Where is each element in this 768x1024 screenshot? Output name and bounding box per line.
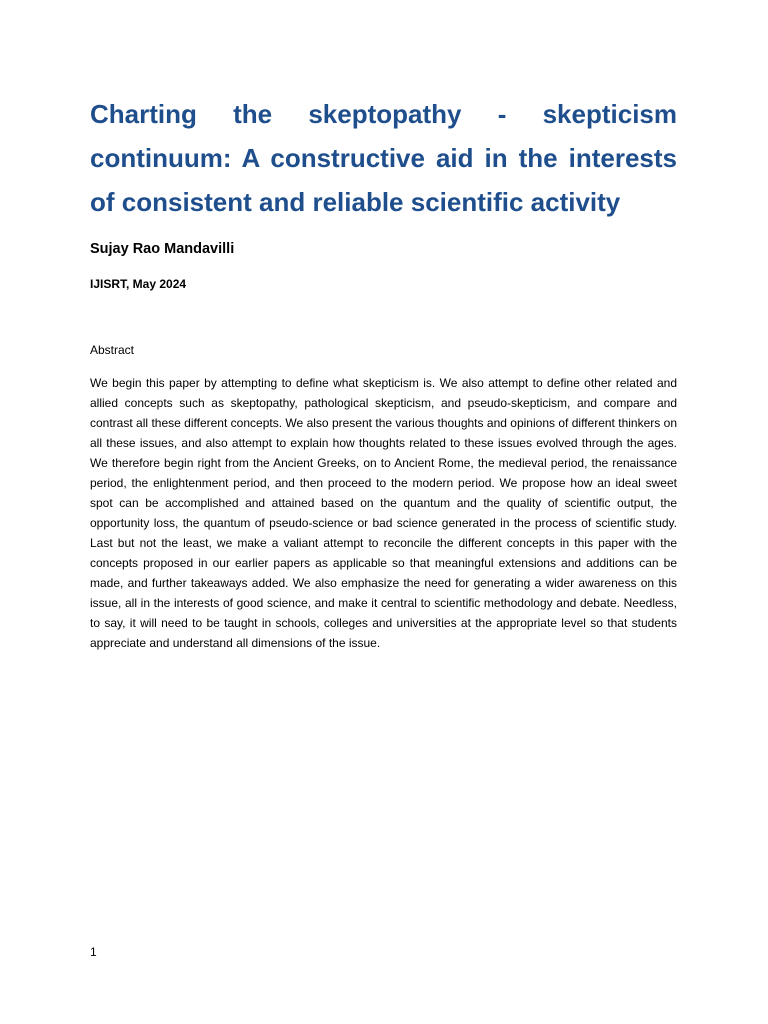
page-number: 1: [90, 945, 97, 959]
abstract-heading: Abstract: [90, 343, 135, 357]
paper-title: Charting the skeptopathy - skepticism continuum: A constructive aid in the interests of consistent and reliable scientific activity: [90, 99, 677, 217]
author-name: Sujay Rao Mandavilli: [90, 241, 235, 257]
journal-line: IJISRT, May 2024: [90, 277, 187, 291]
abstract-text: We begin this paper by attempting to define what skepticism is. We also attempt to define other related and allied concepts such as skeptopathy, pathological skepticism, and pseudo-skepticism, and compare and contrast all these different concepts. We also present the various thoughts and opinions of different thinkers on all these issues, and also attempt to explain how thoughts related to these issues evolved through the ages. We therefore begin right from the Ancient Greeks, on to Ancient Rome, the medieval period, the renaissance period, the enlightenment period, and then proceed to the modern period. We propose how an ideal sweet spot can be accomplished and attained based on the quantum and the quality of scientific output, the opportunity loss, the quantum of pseudo-science or bad science generated in the process of scientific study. Last but not the least, we make a valiant attempt to reconcile the different concepts in this paper with the concepts proposed in our earlier papers as applicable so that meaningful extensions and additions can be made, and further takeaways added. We also emphasize the need for generating a wider awareness on this issue, all in the interests of good science, and make it central to scientific methodology and debate. Needless, to say, it will need to be taught in schools, colleges and universities at the appropriate level so that students appreciate and understand all dimensions of the issue.: [90, 376, 677, 650]
